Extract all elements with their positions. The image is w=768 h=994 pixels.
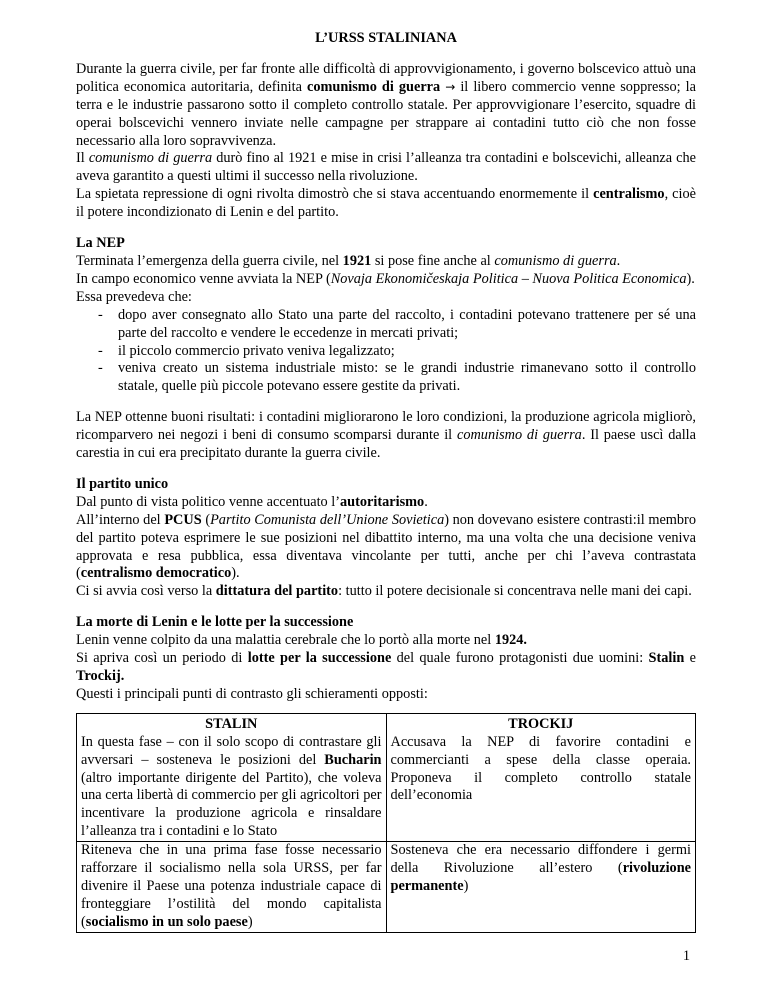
term-centralismo: centralismo <box>593 186 665 203</box>
arrow-right-icon: → <box>445 79 456 94</box>
text: Terminata l’emergenza della guerra civile, nel <box>76 252 343 269</box>
text: : tutto il potere decisionale si concentrava nelle mani dei capi. <box>338 583 692 600</box>
term-pcus: PCUS <box>164 511 202 528</box>
term-italic: comunismo di guerra <box>88 150 213 167</box>
text: Dal punto di vista politico venne accentuato l’ <box>76 493 341 510</box>
page-title: L’URSS STALINIANA <box>315 30 457 46</box>
spacer <box>76 601 696 614</box>
list-item-text: il piccolo commercio privato veniva legalizzato; <box>118 342 395 359</box>
intro-paragraph-2 <box>76 150 696 186</box>
table-cell <box>386 842 696 933</box>
text: ). <box>686 270 695 287</box>
text: si pose fine anche al <box>371 252 495 269</box>
party-line-2 <box>76 512 696 584</box>
text: , cioè il potere incondizionato di Lenin e del partito. <box>76 186 696 221</box>
table-cell <box>77 842 387 933</box>
text: All’interno del <box>76 511 165 528</box>
list-item-text: dopo aver consegnato allo Stato una parte del raccolto, i contadini potevano trattenere per sé una parte del raccolto e vendere le eccedenze in mercati privati; <box>118 306 696 341</box>
column-header-stalin: STALIN <box>77 713 387 733</box>
table-row <box>77 734 696 842</box>
nep-bullet-list <box>76 307 696 397</box>
term-italic: comunismo di guerra <box>494 252 617 269</box>
text: Riteneva che in una prima fase fosse necessario rafforzare il socialismo nella sola URSS, per far divenire il Paese una potenza industriale capace di fronteggiare l’ostilità del mondo capitalista ( <box>81 842 382 930</box>
intro-paragraph-3 <box>76 186 696 222</box>
term-italic: comunismo di guerra <box>456 427 582 444</box>
text: ) non dovevano esistere contrasti:il membro del partito poteva esprimere le sue posizioni nel dibattito interno, ma una volta che una decisione veniva approvata e resa pubblica, essa diventava vincolante per tutti, anche per chi l’aveva contrastata ( <box>76 511 696 582</box>
dash-icon: - <box>98 306 103 323</box>
page-number: 1 <box>682 948 690 964</box>
section-heading-successione: La morte di Lenin e le lotte per la successione <box>76 614 354 631</box>
text: durò fino al 1921 e mise in crisi l’alleanza tra contadini e bolscevichi, alleanza che aveva garantito a questi ultimi il successo nella rivoluzione. <box>76 150 696 185</box>
table-row <box>77 842 696 933</box>
text: ). <box>231 565 240 582</box>
text: ( <box>201 511 211 528</box>
text: Lenin venne colpito da una malattia cerebrale che lo portò alla morte nel <box>76 632 495 649</box>
name-bucharin: Bucharin <box>324 751 382 768</box>
nep-line-2 <box>76 271 696 289</box>
section-heading-nep: La NEP <box>76 235 125 252</box>
term-italic: Novaja Ekonomičeskaja Politica – Nuova Politica Economica <box>330 270 687 287</box>
section-heading-partito: Il partito unico <box>76 475 169 492</box>
text: . <box>424 493 428 510</box>
year: 1924. <box>494 632 527 649</box>
term-dittatura-del-partito: dittatura del partito <box>215 583 339 600</box>
term-italic: Partito Comunista dell’Unione Sovietica <box>210 511 445 528</box>
term-lotte: lotte per la successione <box>247 650 392 667</box>
text: (altro importante dirigente del Partito), che voleva una certa libertà di commercio per gli agricoltori per incentivare la produzione agricola e rinsaldare l’alleanza tra i contadini e lo Stato <box>81 769 382 840</box>
spacer <box>76 222 696 235</box>
nep-result-paragraph <box>76 409 696 463</box>
party-line-1 <box>76 494 696 512</box>
text: In questa fase – con il solo scopo di contrastare gli avversari – sosteneva le posizioni del <box>81 733 382 768</box>
list-item <box>98 343 696 361</box>
text: Sosteneva che era necessario diffondere i germi della Rivoluzione all’estero ( <box>390 842 691 877</box>
document-body <box>76 30 696 933</box>
text: . Il paese uscì dalla carestia in cui era precipitato durante la guerra civile. <box>76 427 696 462</box>
text: Durante la guerra civile, per far fronte alle difficoltà di approvvigionamento, i governo bolscevico attuò una politica economica autoritaria, definita <box>76 60 696 95</box>
table-header-row <box>77 713 696 733</box>
table-cell: Accusava la NEP di favorire contadini e commercianti a spese della classe operaia. Proponeva il completo controllo statale dell’economia <box>386 734 696 842</box>
text: La NEP ottenne buoni risultati: i contadini migliorarono le loro condizioni, la produzione agricola migliorò, ricomparvero nei negozi i beni di consumo scomparsi durante il <box>76 409 696 444</box>
year: 1921 <box>342 252 372 269</box>
term-comunismo-di-guerra: comunismo di guerra <box>306 78 441 95</box>
text: Il <box>76 150 89 167</box>
term-socialismo-in-un-solo-paese: socialismo in un solo paese <box>85 913 248 930</box>
term-rivoluzione-permanente: rivoluzione permanente <box>390 860 691 894</box>
text: e <box>684 650 696 667</box>
text: ) <box>247 913 253 930</box>
name-stalin: Stalin <box>648 650 685 667</box>
list-item-text: veniva creato un sistema industriale misto: se le grandi industrie rimanevano sotto il controllo statale, quelle più piccole potevano essere gestite da privati. <box>118 360 696 395</box>
name-trockij: Trockij. <box>76 668 125 684</box>
intro-paragraph-1 <box>76 61 696 151</box>
dash-icon: - <box>98 360 103 377</box>
comparison-table <box>76 713 696 933</box>
spacer <box>76 463 696 476</box>
term-centralismo-democratico: centralismo democratico <box>80 565 232 582</box>
text: . <box>616 252 621 269</box>
list-item <box>98 360 696 396</box>
succession-line-2 <box>76 650 696 686</box>
party-line-3 <box>76 583 696 601</box>
text: Ci si avvia così verso la <box>76 583 216 600</box>
text: ) <box>463 877 469 894</box>
text: del quale furono protagonisti due uomini: <box>391 650 649 667</box>
text: La spietata repressione di ogni rivolta dimostrò che si stava accentuando enormemente il <box>76 186 594 203</box>
dash-icon: - <box>98 342 103 359</box>
text: il libero commercio venne soppresso; la terra e le industrie passarono sotto il completo controllo statale. Per approvvigionare l’esercito, squadre di operai bolscevichi vennero inviate nelle campagne per strappare ai contadini tutto ciò che non fosse necessario alla loro sopravvivenza. <box>76 78 696 149</box>
succession-line-1 <box>76 632 696 650</box>
succession-line-3: Questi i principali punti di contrasto gli schieramenti opposti: <box>76 685 428 702</box>
nep-line-1 <box>76 253 696 271</box>
list-item <box>98 307 696 343</box>
spacer <box>76 396 696 409</box>
term-autoritarismo: autoritarismo <box>340 493 425 510</box>
table-cell <box>77 734 387 842</box>
text: Si apriva così un periodo di <box>76 650 248 667</box>
column-header-trockij: TROCKIJ <box>386 713 696 733</box>
nep-line-3: Essa prevedeva che: <box>76 288 192 305</box>
text: In campo economico venne avviata la NEP ( <box>76 270 331 287</box>
